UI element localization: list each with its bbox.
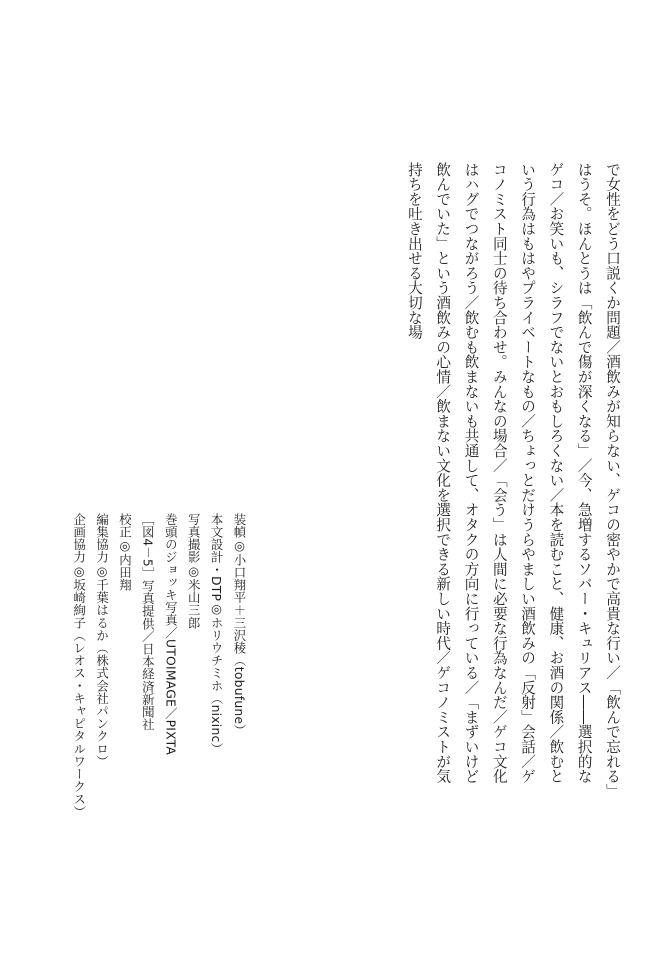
credit-planning-cooperation: 企画協力◎坂崎絢子（レオス・キャピタルワークス） xyxy=(71,513,87,818)
credit-figure-photo: ［図4－5］写真提供／日本経済新聞社 xyxy=(140,513,156,731)
contents-line: 飲んでいた」という酒飲みの心情／飲まない文化を選択できる新しい時代／ゲコノミストが気 xyxy=(434,162,452,784)
contents-line: 持ちを吐き出せる大切な場 xyxy=(405,162,423,340)
production-credits xyxy=(67,513,250,833)
credit-text-design: 本文設計・DTP◎ホリウチミホ（nixinc） xyxy=(209,513,225,756)
chapter-contents-text xyxy=(400,162,626,832)
contents-line: はうそ。ほんとうは「飲んで傷が深くなる」／今、急増するソバー・キュリアス――選択的な xyxy=(575,162,593,784)
credit-photography: 写真撮影◎米山三郎 xyxy=(186,513,202,629)
credit-proofreading: 校正◎内田翔 xyxy=(117,513,133,592)
contents-line: ゲコ／お笑いも、シラフでないとおもしろくない／本を読むこと、健康、お酒の関係／飲むと xyxy=(547,162,565,784)
contents-line: いう行為はもはやプライベートなもの／ちょっとだけうらやましい酒飲みの「反射」会話／ゲ xyxy=(519,162,537,784)
contents-line: コノミスト同士の待ち合わせ。みんなの場合／「会う」は人間に必要な行為なんだ／ゲコ文化 xyxy=(490,162,508,784)
credit-binding-design: 装幀◎小口翔平＋三沢稜（tobufune） xyxy=(232,513,247,737)
credit-editorial-cooperation: 編集協力◎千葉はるか（株式会社パンクロ） xyxy=(94,513,110,768)
contents-line: で女性をどう口説くか問題／酒飲みが知らない、ゲコの密やかで高貴な行い／「飲んで忘れる」 xyxy=(604,162,621,799)
contents-line: はハグでつながろう／飲むも飲まないも共通して、オタクの方向に行っている／「まずいけど xyxy=(462,162,480,784)
credit-frontispiece-photo: 巻頭のジョッキ写真／UTOIMAGE／PIXTA xyxy=(163,513,179,756)
